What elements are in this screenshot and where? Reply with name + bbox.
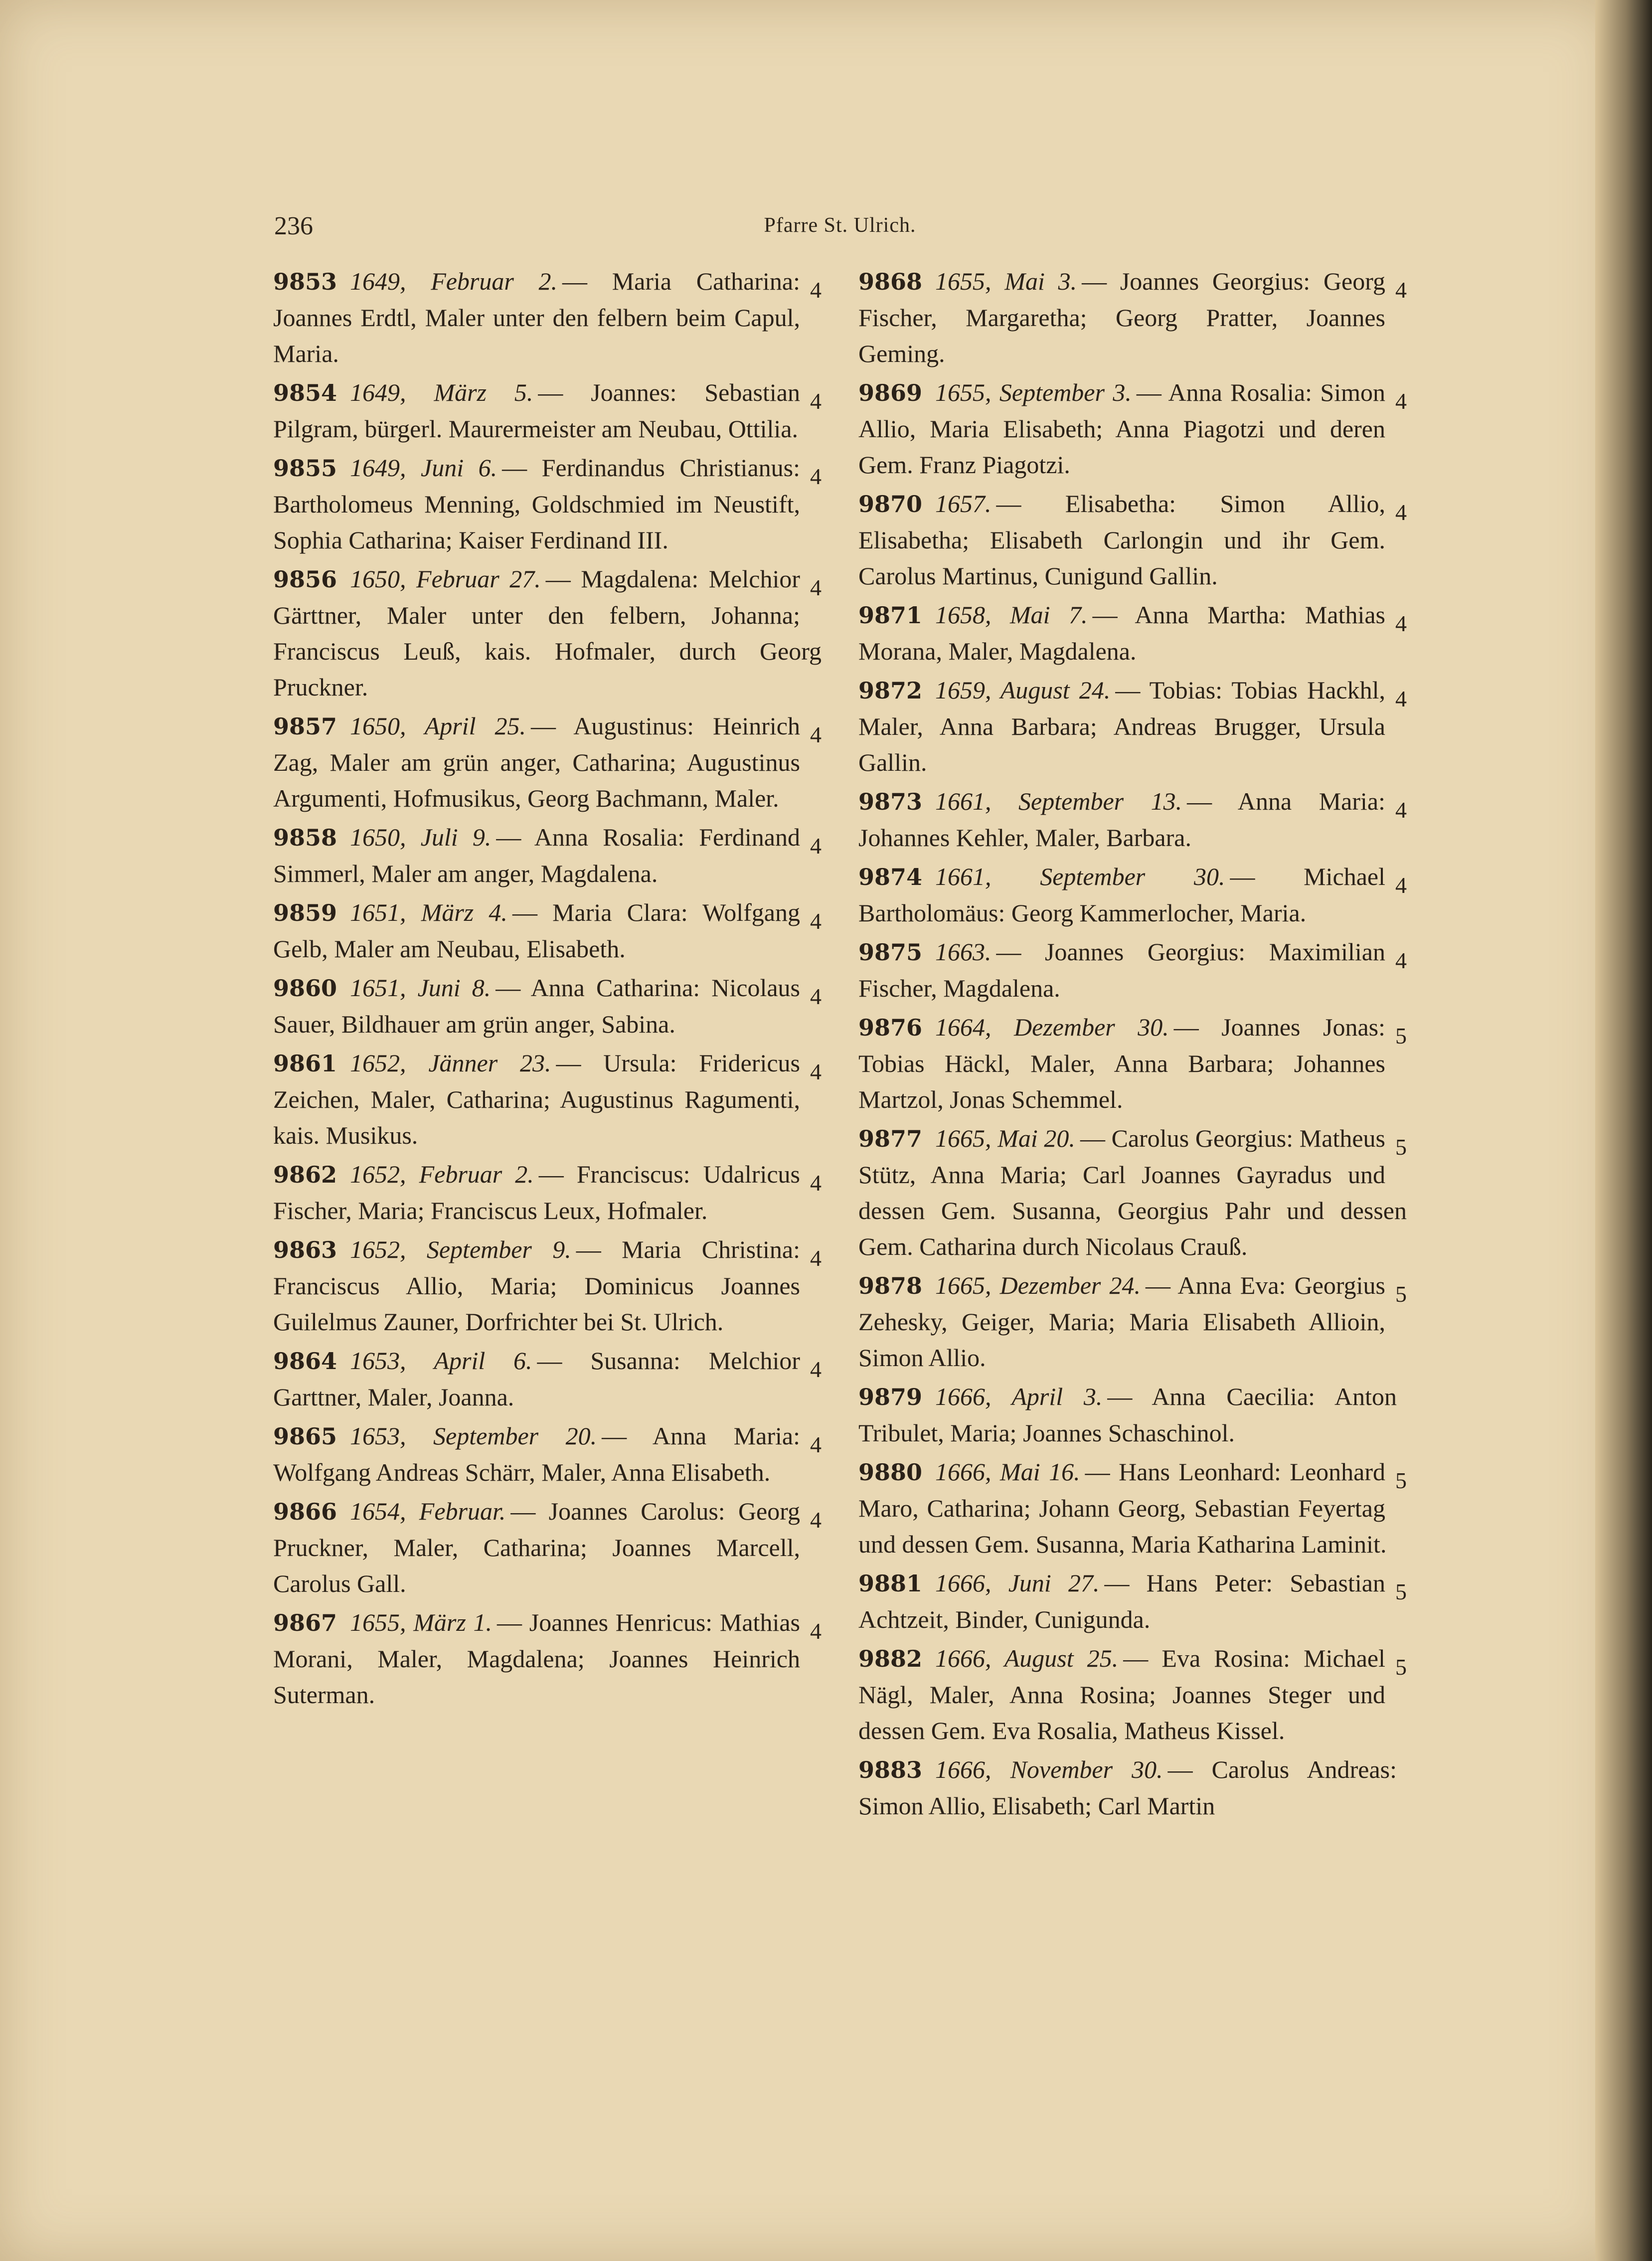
entry-number: 9883	[858, 1756, 923, 1783]
entry-number: 9879	[858, 1384, 923, 1410]
register-entry	[273, 708, 822, 816]
entry-page-ref: 4	[810, 1245, 822, 1271]
register-entry	[858, 263, 1407, 371]
entry-number: 9868	[858, 268, 923, 295]
entry-date: 1652, September 9.	[350, 1235, 571, 1263]
entry-number: 9854	[273, 379, 337, 406]
register-entry	[858, 672, 1407, 780]
entry-number: 9880	[858, 1459, 923, 1486]
entry-page-ref: 4	[810, 908, 822, 934]
entry-date: 1659, August 24.	[935, 676, 1111, 704]
entry-text: — Tobias: Tobias Hackhl, Maler, Anna Barbara; Andreas Brugger, Ursula Gallin.	[858, 676, 1386, 776]
entry-page-ref: 4	[1395, 277, 1407, 303]
entry-page-ref: 4	[810, 277, 822, 303]
entry-number: 9869	[858, 379, 923, 406]
entry-number: 9855	[273, 455, 337, 482]
register-entry	[858, 1009, 1407, 1117]
entry-number: 9871	[858, 602, 923, 629]
entry-number: 9874	[858, 864, 923, 890]
entry-page-ref: 4	[810, 1507, 822, 1533]
entry-text: — Hans Leonhard: Leonhard Maro, Catharina; Johann Georg, Sebastian Feyertag und dessen Gem. Susanna, Maria Katharina Laminit.	[858, 1458, 1387, 1558]
page-number: 236	[274, 212, 313, 240]
entry-text: — Joannes Jonas: Tobias Häckl, Maler, Anna Barbara; Johannes Martzol, Jonas Schemmel.	[858, 1013, 1385, 1113]
register-entry	[273, 374, 822, 447]
entry-page-ref: 4	[1395, 500, 1407, 525]
right-column	[858, 263, 1407, 1827]
entry-date: 1666, Juni 27.	[935, 1569, 1100, 1597]
entry-page-ref: 4	[1395, 797, 1407, 823]
entry-number: 9857	[273, 713, 337, 740]
entry-date: 1663.	[935, 938, 991, 966]
entry-text: — Franciscus: Udalricus Fischer, Maria; Franciscus Leux, Hofmaler.	[273, 1160, 800, 1224]
entry-number: 9872	[858, 677, 923, 704]
register-entry	[858, 1120, 1407, 1264]
entry-text: — Joannes Georgius: Georg Fischer, Margaretha; Georg Pratter, Joannes Geming.	[858, 267, 1386, 367]
register-entry	[858, 486, 1407, 594]
entry-text: — Joannes Henricus: Mathias Morani, Maler, Magdalena; Joannes Heinrich Suterman.	[273, 1608, 800, 1709]
entry-date: 1649, Juni 6.	[350, 454, 497, 482]
register-entry	[858, 1454, 1407, 1562]
register-entry	[273, 561, 822, 705]
entry-date: 1655, Mai 3.	[935, 267, 1077, 295]
entry-text: — Anna Eva: Georgius Zehesky, Geiger, Maria; Maria Elisabeth Allioin, Simon Allio.	[858, 1271, 1385, 1372]
entry-text: — Maria Christina: Franciscus Allio, Maria; Dominicus Joannes Guilelmus Zauner, Dorfrichter bei St. Ulrich.	[273, 1235, 800, 1336]
entry-page-ref: 5	[1395, 1579, 1407, 1604]
entry-date: 1666, November 30.	[935, 1755, 1163, 1783]
entry-page-ref: 4	[810, 1170, 822, 1196]
entry-number: 9882	[858, 1645, 923, 1672]
entry-page-ref: 4	[810, 464, 822, 489]
entry-text: — Augustinus: Heinrich Zag, Maler am grün anger, Catharina; Augustinus Argumenti, Hofmusikus, Georg Bachmann, Maler.	[273, 712, 800, 812]
entry-number: 9861	[273, 1050, 337, 1077]
entry-date: 1666, Mai 16.	[935, 1458, 1080, 1486]
entry-date: 1652, Februar 2.	[350, 1160, 534, 1188]
entry-text: — Michael Bartholomäus: Georg Kammerlocher, Maria.	[858, 863, 1385, 927]
entry-text: — Joannes Georgius: Maximilian Fischer, Magdalena.	[858, 938, 1385, 1002]
entry-number: 9858	[273, 824, 337, 851]
entry-page-ref: 4	[1395, 948, 1407, 973]
entry-date: 1649, März 5.	[350, 378, 533, 406]
register-entry	[858, 1640, 1407, 1748]
register-entry	[858, 783, 1407, 856]
entry-page-ref: 4	[1395, 872, 1407, 898]
entry-number: 9856	[273, 566, 337, 593]
entry-page-ref: 5	[1395, 1281, 1407, 1307]
entry-number: 9866	[273, 1498, 337, 1525]
entry-page-ref: 4	[810, 388, 822, 414]
entry-date: 1650, April 25.	[350, 712, 526, 740]
entry-page-ref: 4	[810, 722, 822, 747]
register-entry	[273, 1045, 822, 1153]
register-entry	[273, 1343, 822, 1415]
entry-date: 1664, Dezember 30.	[935, 1013, 1169, 1041]
entry-date: 1651, März 4.	[350, 898, 507, 926]
entry-text: — Anna Rosalia: Simon Allio, Maria Elisabeth; Anna Piagotzi und deren Gem. Franz Piagotzi.	[858, 378, 1385, 479]
entry-date: 1653, September 20.	[350, 1422, 597, 1450]
entry-page-ref: 4	[810, 1432, 822, 1457]
entry-number: 9859	[273, 899, 337, 926]
entry-text: — Hans Peter: Sebastian Achtzeit, Binder, Cunigunda.	[858, 1569, 1385, 1633]
entry-number: 9875	[858, 939, 923, 966]
entry-date: 1655, September 3.	[935, 378, 1132, 406]
entry-number: 9863	[273, 1236, 337, 1263]
register-entry	[273, 1604, 822, 1713]
entry-page-ref: 5	[1395, 1023, 1407, 1048]
running-title: Pfarre St. Ulrich.	[764, 214, 916, 237]
entry-date: 1657.	[935, 490, 991, 518]
entry-text: — Elisabetha: Simon Allio, Elisabetha; Elisabeth Carlongin und ihr Gem. Carolus Martinus, Cunigund Gallin.	[858, 490, 1385, 590]
entry-page-ref: 4	[810, 1618, 822, 1644]
entry-page-ref: 4	[810, 833, 822, 859]
entry-date: 1665, Dezember 24.	[935, 1271, 1141, 1299]
entry-date: 1665, Mai 20.	[935, 1124, 1075, 1152]
entry-text: — Maria Catharina: Joannes Erdtl, Maler unter den felbern beim Capul, Maria.	[273, 267, 801, 367]
entry-number: 9870	[858, 491, 923, 518]
entry-page-ref: 4	[810, 1059, 822, 1084]
register-entry	[858, 1267, 1407, 1376]
entry-number: 9881	[858, 1570, 923, 1597]
page-edge	[1595, 0, 1652, 2261]
entry-text: — Anna Martha: Mathias Morana, Maler, Magdalena.	[858, 601, 1386, 665]
entry-number: 9865	[273, 1423, 337, 1450]
entry-page-ref: 4	[1395, 388, 1407, 414]
entry-text: — Carolus Andreas: Simon Allio, Elisabeth; Carl Martin	[858, 1755, 1397, 1820]
register-entry	[858, 1751, 1407, 1824]
entry-page-ref: 4	[810, 984, 822, 1009]
entry-text: — Anna Maria: Wolfgang Andreas Schärr, Maler, Anna Elisabeth.	[273, 1422, 800, 1486]
entry-date: 1651, Juni 8.	[350, 974, 491, 1002]
entry-date: 1661, September 13.	[935, 787, 1182, 815]
entry-date: 1666, April 3.	[935, 1383, 1103, 1410]
entry-text: — Susanna: Melchior Garttner, Maler, Joanna.	[273, 1347, 800, 1411]
register-entry	[858, 374, 1407, 483]
register-entry	[273, 1231, 822, 1340]
entry-text: — Anna Catharina: Nicolaus Sauer, Bildhauer am grün anger, Sabina.	[273, 974, 801, 1038]
entry-number: 9860	[273, 975, 337, 1002]
entry-date: 1666, August 25.	[935, 1644, 1119, 1672]
entry-date: 1650, Juli 9.	[350, 823, 492, 851]
entry-text: — Maria Clara: Wolfgang Gelb, Maler am Neubau, Elisabeth.	[273, 898, 800, 963]
entry-date: 1652, Jänner 23.	[350, 1049, 551, 1077]
entry-number: 9864	[273, 1348, 337, 1375]
entry-text: — Carolus Georgius: Matheus Stütz, Anna Maria; Carl Joannes Gayradus und dessen Gem. Susanna, Georgius Pahr und dessen Gem. Catharina durch Nicolaus Crauß.	[858, 1124, 1407, 1260]
entry-number: 9853	[273, 268, 337, 295]
entry-date: 1661, September 30.	[935, 863, 1225, 890]
register-entry	[273, 1493, 822, 1601]
entry-number: 9862	[273, 1161, 337, 1188]
entry-page-ref: 5	[1395, 1468, 1407, 1493]
entry-text: — Joannes Carolus: Georg Pruckner, Maler, Catharina; Joannes Marcell, Carolus Gall.	[273, 1497, 800, 1597]
register-entry	[273, 894, 822, 967]
entry-date: 1658, Mai 7.	[935, 601, 1088, 629]
entry-text: — Eva Rosina: Michael Nägl, Maler, Anna Rosina; Joannes Steger und dessen Gem. Eva Rosalia, Matheus Kissel.	[858, 1644, 1385, 1744]
entry-text: — Joannes: Sebastian Pilgram, bürgerl. Maurermeister am Neubau, Ottilia.	[273, 378, 800, 443]
register-entry	[273, 450, 822, 558]
entry-number: 9878	[858, 1272, 923, 1299]
entry-page-ref: 4	[810, 575, 822, 600]
register-entry	[273, 1156, 822, 1228]
entry-page-ref: 5	[1395, 1134, 1407, 1160]
entry-date: 1655, März 1.	[350, 1608, 493, 1636]
entry-text: — Ferdinandus Christianus: Bartholomeus Menning, Goldschmied im Neustift, Sophia Catharina; Kaiser Ferdinand III.	[273, 454, 800, 554]
register-entry	[858, 1565, 1407, 1637]
register-entry	[858, 1379, 1407, 1451]
entry-number: 9873	[858, 788, 923, 815]
entry-date: 1649, Februar 2.	[350, 267, 558, 295]
entry-text: — Ursula: Fridericus Zeichen, Maler, Catharina; Augustinus Ragumenti, kais. Musikus.	[273, 1049, 800, 1149]
entry-page-ref: 5	[1395, 1654, 1407, 1680]
entry-date: 1653, April 6.	[350, 1347, 532, 1375]
register-entry	[858, 597, 1407, 669]
register-entry	[273, 970, 822, 1042]
entry-text: — Anna Caecilia: Anton Tribulet, Maria; Joannes Schaschinol.	[858, 1383, 1397, 1447]
entry-text: — Anna Rosalia: Ferdinand Simmerl, Maler am anger, Magdalena.	[273, 823, 800, 887]
entry-page-ref: 4	[810, 1357, 822, 1382]
entry-number: 9867	[273, 1609, 337, 1636]
entry-date: 1654, Februar.	[350, 1497, 506, 1525]
register-entry	[273, 819, 822, 891]
left-column	[273, 263, 822, 1716]
entry-text: — Magdalena: Melchior Gärttner, Maler unter den felbern, Johanna; Franciscus Leuß, kais. Hofmaler, durch Georg Pruckner.	[273, 565, 822, 701]
register-entry	[858, 934, 1407, 1006]
register-entry	[858, 859, 1407, 931]
page-header	[274, 211, 1406, 251]
register-entry	[273, 1418, 822, 1490]
register-entry	[273, 263, 822, 371]
entry-text: — Anna Maria: Johannes Kehler, Maler, Barbara.	[858, 787, 1385, 852]
entry-page-ref: 4	[1395, 611, 1407, 636]
entry-page-ref: 4	[1395, 686, 1407, 711]
entry-number: 9876	[858, 1014, 923, 1041]
entry-number: 9877	[858, 1125, 923, 1152]
entry-date: 1650, Februar 27.	[350, 565, 541, 593]
